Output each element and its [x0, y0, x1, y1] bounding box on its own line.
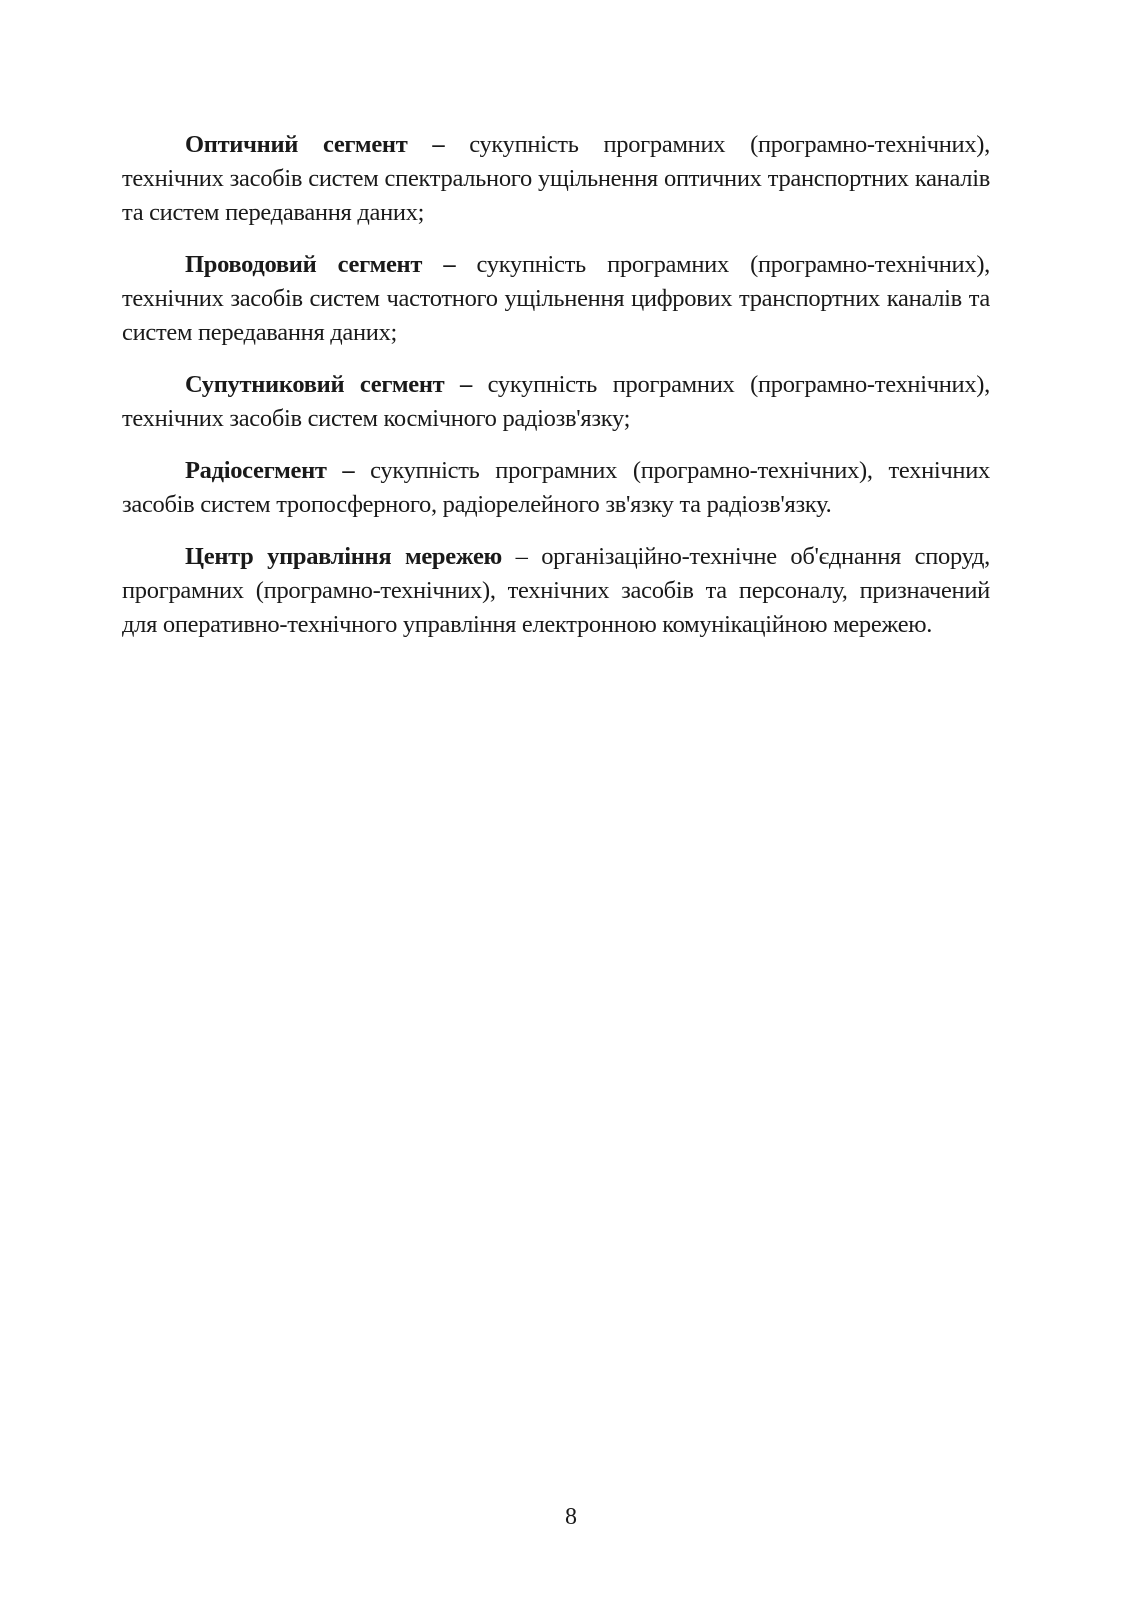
term-satellite-segment: Супутниковий сегмент	[185, 371, 445, 398]
term-wired-segment: Проводовий сегмент	[185, 251, 423, 278]
term-radio-segment: Радіосегмент	[185, 457, 327, 484]
definition-text: сукупність програмних (програмно-технічних), технічних засобів систем спектрального ущільнення оптичних транспортних каналів та систем передавання даних;	[122, 131, 990, 226]
term-optical-segment: Оптичний сегмент	[185, 131, 408, 158]
page-number: 8	[565, 1504, 577, 1530]
document-body	[122, 128, 990, 660]
term-network-control-center: Центр управління мережею	[185, 543, 502, 570]
definition-dash: –	[407, 131, 470, 158]
definition-dash: –	[501, 543, 542, 570]
definition-dash: –	[444, 371, 488, 398]
definition-text: сукупність програмних (програмно-технічних), технічних засобів систем космічного радіозв'язку;	[122, 371, 990, 432]
definition-dash: –	[326, 457, 371, 484]
definition-paragraph-optical-segment	[122, 128, 990, 230]
definition-paragraph-satellite-segment	[122, 368, 990, 436]
definition-paragraph-wired-segment	[122, 248, 990, 350]
definition-text: сукупність програмних (програмно-технічних), технічних засобів систем частотного ущільнення цифрових транспортних каналів та систем передавання даних;	[122, 251, 990, 346]
definition-text: організаційно-технічне об'єднання споруд, програмних (програмно-технічних), технічних засобів та персоналу, призначений для оперативно-технічного управління електронною комунікаційною мережею.	[122, 543, 990, 638]
definition-paragraph-network-control-center	[122, 540, 990, 642]
definition-paragraph-radio-segment	[122, 454, 990, 522]
definition-text: сукупність програмних (програмно-технічних), технічних засобів систем тропосферного, радіорелейного зв'язку та радіозв'язку.	[122, 457, 990, 518]
definition-dash: –	[422, 251, 477, 278]
